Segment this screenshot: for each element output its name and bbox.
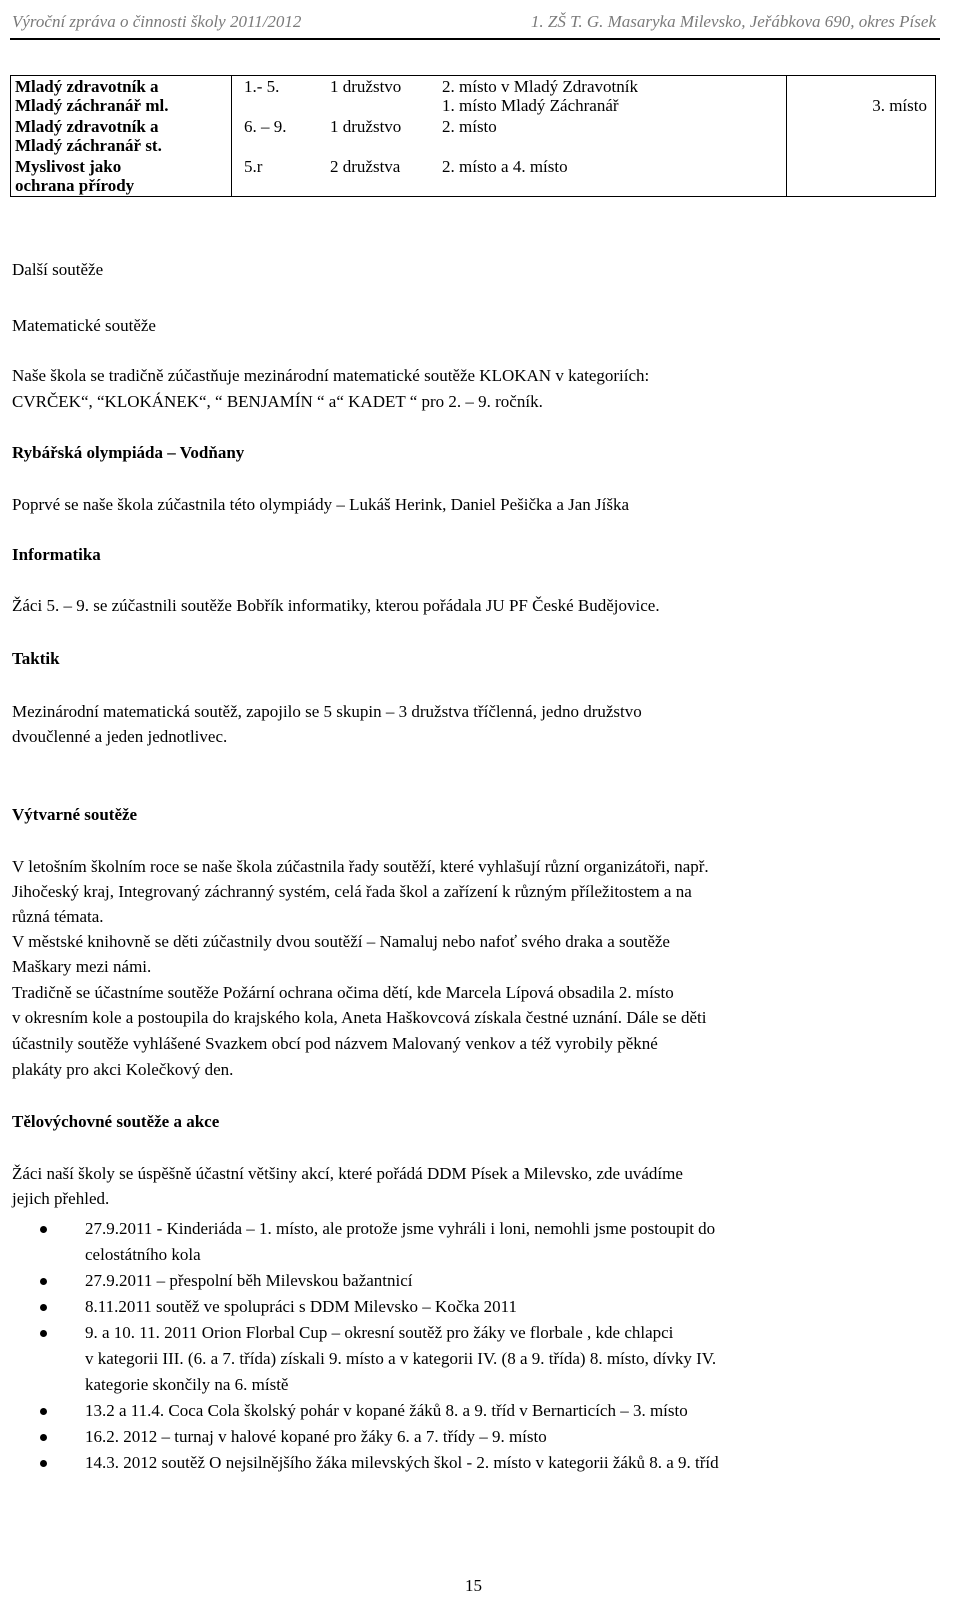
page-number: 15 bbox=[465, 1576, 482, 1595]
other-competitions-label: Další soutěže bbox=[12, 260, 104, 279]
list-item bbox=[12, 1320, 932, 1398]
taktik-text-line-2: dvoučlenné a jeden jednotlivec. bbox=[12, 727, 228, 746]
math-competitions-heading: Matematické soutěže bbox=[12, 316, 156, 335]
placement-cell bbox=[438, 156, 787, 197]
team-cell bbox=[326, 156, 438, 197]
placement-cell-line: 2. místo a 4. místo bbox=[442, 157, 568, 176]
bullet-icon bbox=[40, 1226, 47, 1233]
list-item-line: 16.2. 2012 – turnaj v halové kopané pro žáky 6. a 7. třídy – 9. místo bbox=[85, 1427, 547, 1446]
list-item-line: 27.9.2011 – přespolní běh Milevskou bažantnicí bbox=[85, 1271, 413, 1290]
list-item bbox=[12, 1294, 932, 1320]
bullet-icon bbox=[40, 1460, 47, 1467]
extra-placement-cell bbox=[787, 76, 936, 117]
list-item-line: kategorie skončily na 6. místě bbox=[85, 1375, 289, 1394]
informatics-text: Žáci 5. – 9. se zúčastnili soutěže Bobřík informatiky, kterou pořádala JU PF České Budějovice. bbox=[12, 596, 660, 615]
team-cell-line: 2 družstva bbox=[330, 157, 401, 176]
extra-placement-cell bbox=[787, 116, 936, 156]
fishing-olympiad-heading: Rybářská olympiáda – Vodňany bbox=[12, 443, 245, 462]
sports-text-line-1: Žáci naší školy se úspěšně účastní většiny akcí, které pořádá DDM Písek a Milevsko, zde uvádíme bbox=[12, 1164, 683, 1183]
team-cell bbox=[326, 116, 438, 156]
bullet-icon bbox=[40, 1408, 47, 1415]
bullet-icon bbox=[40, 1278, 47, 1285]
placement-cell-line: 2. místo bbox=[442, 117, 497, 136]
placement-cell bbox=[438, 76, 787, 117]
competition-name-cell-line: Mladý zdravotník a bbox=[15, 117, 159, 136]
competition-name-cell-line: Mladý zdravotník a bbox=[15, 77, 159, 96]
art-text-line-9: plakáty pro akci Kolečkový den. bbox=[12, 1060, 234, 1079]
extra-placement-cell bbox=[787, 156, 936, 197]
list-item bbox=[12, 1424, 932, 1450]
competition-name-cell-line: ochrana přírody bbox=[15, 176, 135, 195]
results-table bbox=[10, 75, 936, 197]
list-item bbox=[12, 1268, 932, 1294]
sports-competitions-heading: Tělovýchovné soutěže a akce bbox=[12, 1112, 220, 1131]
art-text-line-3: různá témata. bbox=[12, 907, 104, 926]
bullet-icon bbox=[40, 1434, 47, 1441]
bullet-icon bbox=[40, 1304, 47, 1311]
grade-cell bbox=[232, 156, 327, 197]
placement-cell-line: 2. místo v Mladý Zdravotník bbox=[442, 77, 638, 96]
list-item-line: v kategorii III. (6. a 7. třída) získali 9. místo a v kategorii IV. (8 a 9. třída) 8. místo, dívky IV. bbox=[85, 1349, 717, 1368]
grade-cell-line: 6. – 9. bbox=[244, 117, 287, 136]
list-item bbox=[12, 1216, 932, 1268]
taktik-text-line-1: Mezinárodní matematická soutěž, zapojilo se 5 skupin – 3 družstva tříčlenná, jedno družstvo bbox=[12, 702, 642, 721]
art-text-line-8: účastnily soutěže vyhlášené Svazkem obcí pod názvem Malovaný venkov a též vyrobily pěkné bbox=[12, 1034, 658, 1053]
competition-name-cell-line: Mladý záchranář ml. bbox=[15, 96, 169, 115]
math-text-line-2: CVRČEK“, “KLOKÁNEK“, “ BENJAMÍN “ a“ KADET “ pro 2. – 9. ročník. bbox=[12, 392, 543, 411]
grade-cell bbox=[232, 116, 327, 156]
art-competitions-heading: Výtvarné soutěže bbox=[12, 805, 138, 824]
fishing-olympiad-text: Poprvé se naše škola zúčastnila této olympiády – Lukáš Herink, Daniel Pešička a Jan Jíška bbox=[12, 495, 630, 514]
sports-events-list bbox=[12, 1216, 932, 1476]
art-text-line-1: V letošním školním roce se naše škola zúčastnila řady soutěží, které vyhlašují různí organizátoři, např. bbox=[12, 857, 709, 876]
taktik-heading: Taktik bbox=[12, 649, 60, 668]
list-item-line: 13.2 a 11.4. Coca Cola školský pohár v kopané žáků 8. a 9. tříd v Bernarticích – 3. místo bbox=[85, 1401, 688, 1420]
grade-cell-line: 1.- 5. bbox=[244, 77, 280, 96]
placement-cell-line: 1. místo Mladý Záchranář bbox=[442, 96, 619, 115]
bullet-icon bbox=[40, 1330, 47, 1337]
art-text-line-6: Tradičně se účastníme soutěže Požární ochrana očima dětí, kde Marcela Lípová obsadila 2. místo bbox=[12, 983, 674, 1002]
competition-name-cell-line: Myslivost jako bbox=[15, 157, 122, 176]
competition-name-cell bbox=[11, 76, 232, 117]
results-row bbox=[11, 156, 936, 197]
list-item-line: 8.11.2011 soutěž ve spolupráci s DDM Milevsko – Kočka 2011 bbox=[85, 1297, 518, 1316]
team-cell bbox=[326, 76, 438, 117]
extra-placement-cell-line: 3. místo bbox=[872, 96, 927, 115]
results-row bbox=[11, 116, 936, 156]
art-text-line-2: Jihočeský kraj, Integrovaný záchranný systém, celá řada škol a zařízení k různým příležitostem a na bbox=[12, 882, 692, 901]
placement-cell bbox=[438, 116, 787, 156]
grade-cell bbox=[232, 76, 327, 117]
art-text-line-4: V městské knihovně se děti zúčastnily dvou soutěží – Namaluj nebo nafoť svého draka a soutěže bbox=[12, 932, 670, 951]
list-item-line: 9. a 10. 11. 2011 Orion Florbal Cup – okresní soutěž pro žáky ve florbale , kde chlapci bbox=[85, 1323, 674, 1342]
competition-name-cell-line: Mladý záchranář st. bbox=[15, 136, 162, 155]
competition-name-cell bbox=[11, 116, 232, 156]
list-item-line: 27.9.2011 - Kinderiáda – 1. místo, ale protože jsme vyhráli i loni, nemohli jsme postoupit do bbox=[85, 1219, 716, 1238]
list-item-line: celostátního kola bbox=[85, 1245, 201, 1264]
page-header bbox=[10, 8, 940, 40]
sports-text-line-2: jejich přehled. bbox=[12, 1189, 110, 1208]
art-text-line-7: v okresním kole a postoupila do krajského kola, Aneta Haškovcová získala čestné uznání. Dále se děti bbox=[12, 1008, 707, 1027]
list-item-line: 14.3. 2012 soutěž O nejsilnějšího žáka milevských škol - 2. místo v kategorii žáků 8. a 9. tříd bbox=[85, 1453, 719, 1472]
informatics-heading: Informatika bbox=[12, 545, 101, 564]
grade-cell-line: 5.r bbox=[244, 157, 263, 176]
math-text-line-1: Naše škola se tradičně zúčastňuje mezinárodní matematické soutěže KLOKAN v kategoriích: bbox=[12, 366, 650, 385]
header-report-title: Výroční zpráva o činnosti školy 2011/2012 bbox=[12, 12, 302, 31]
list-item bbox=[12, 1398, 932, 1424]
art-text-line-5: Maškary mezi námi. bbox=[12, 957, 152, 976]
competition-name-cell bbox=[11, 156, 232, 197]
header-school-name: 1. ZŠ T. G. Masaryka Milevsko, Jeřábkova 690, okres Písek bbox=[530, 12, 936, 31]
results-row bbox=[11, 76, 936, 117]
team-cell-line: 1 družstvo bbox=[330, 77, 402, 96]
team-cell-line: 1 družstvo bbox=[330, 117, 402, 136]
list-item bbox=[12, 1450, 932, 1476]
